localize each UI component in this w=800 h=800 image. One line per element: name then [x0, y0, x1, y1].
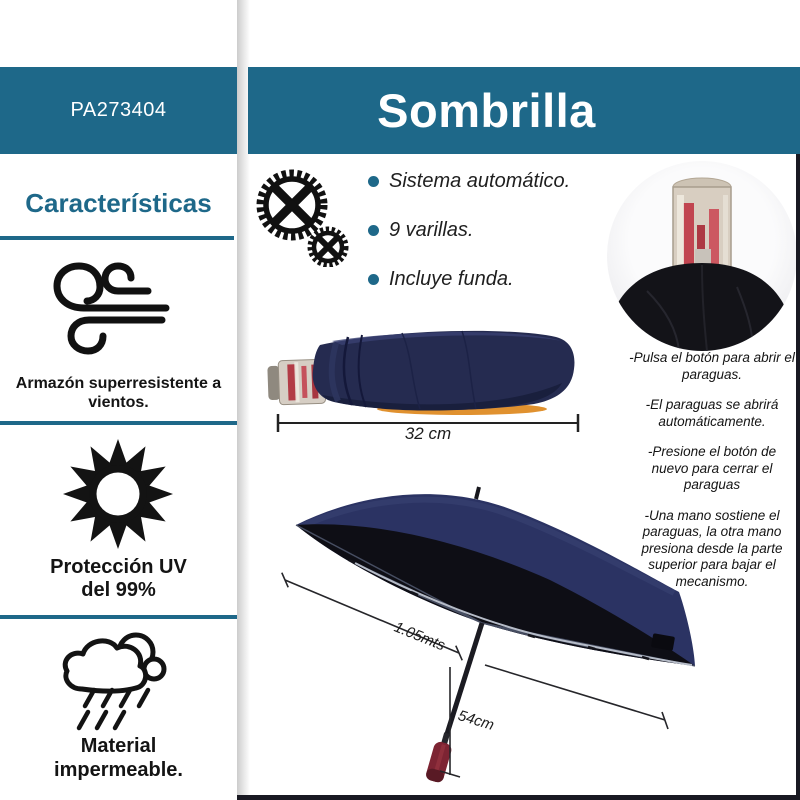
sku-bar	[0, 67, 237, 154]
gears-icon	[252, 163, 356, 267]
bullet-list	[368, 170, 608, 317]
umbrella-handle	[425, 731, 456, 784]
bullet-dot-icon	[368, 225, 379, 236]
feature-label-wind-resistance: Armazón superresistente a vientos.	[15, 375, 222, 411]
bullet-dot-icon	[368, 176, 379, 187]
instruction-step: -Una mano sostiene el paraguas, la otra mano presiona desde la parte superior para bajar el mecanismo.	[641, 507, 783, 589]
bullet-text: Sistema automático.	[389, 170, 571, 192]
handle-closeup-drawing	[607, 161, 797, 351]
section-divider	[0, 615, 237, 619]
bullet-text: 9 varillas.	[389, 219, 474, 241]
sidebar-heading: Características	[25, 188, 212, 218]
open-umbrella-photo	[270, 485, 710, 795]
instruction-step: -Presione el botón de nuevo para cerrar el paraguas	[647, 444, 777, 492]
wind-icon	[44, 260, 178, 356]
folded-umbrella-photo	[262, 325, 582, 440]
bullet-item	[368, 219, 608, 242]
canopy-width-label: 1.05mts	[391, 618, 448, 655]
sidebar-heading-underline	[0, 236, 234, 240]
folded-length-label: 32 cm	[404, 424, 452, 443]
panel-divider	[237, 0, 250, 800]
right-border	[796, 154, 800, 800]
feature-label-uv-protection: Protección UV del 99%	[50, 556, 187, 601]
bullet-item	[368, 170, 608, 193]
bullet-dot-icon	[368, 274, 379, 285]
title-bar	[248, 67, 800, 154]
page-title: Sombrilla	[377, 84, 596, 137]
shaft-height-label: 54cm	[455, 707, 497, 734]
instruction-step: -Pulsa el botón para abrir el paraguas.	[629, 350, 795, 382]
feature-label-waterproof: Material impermeable.	[54, 735, 183, 781]
rain-cloud-icon	[56, 628, 180, 736]
sun-icon	[60, 436, 176, 552]
handle-button-closeup-photo	[607, 161, 797, 351]
section-divider	[0, 421, 237, 425]
bullet-text: Incluye funda.	[389, 268, 514, 290]
sku-code: PA273404	[70, 99, 167, 121]
bullet-item	[368, 268, 608, 291]
bottom-bar	[237, 795, 800, 800]
instruction-step: -El paraguas se abrirá automáticamente.	[645, 397, 779, 429]
